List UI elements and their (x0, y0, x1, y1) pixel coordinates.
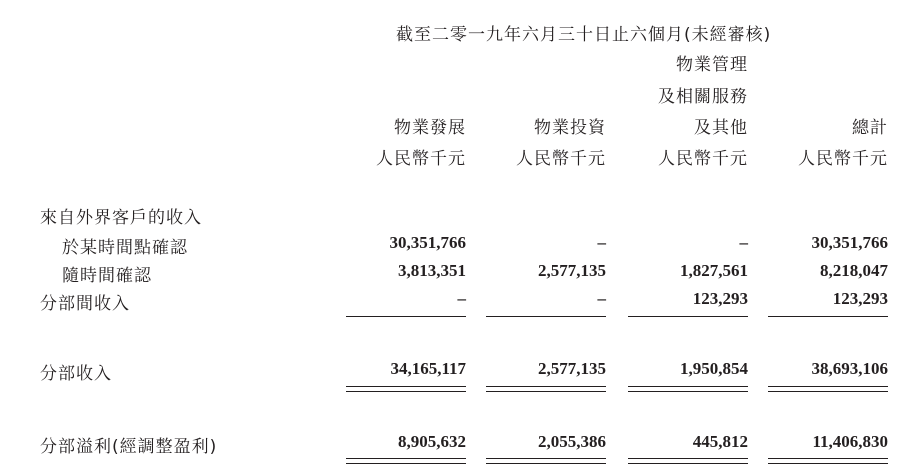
col-header-property-management-line3: 及其他 (694, 118, 748, 138)
cell-point-in-time-management: – (739, 233, 748, 252)
profit-rule-top-total (768, 458, 888, 459)
cell-inter-segment-management: 123,293 (692, 289, 748, 308)
total-rule-top-total (768, 386, 888, 387)
cell-segment-revenue-investment: 2,577,135 (538, 359, 606, 378)
cell-segment-profit-development: 8,905,632 (398, 432, 466, 451)
col-header-property-investment: 物業投資 (534, 118, 606, 138)
cell-over-time-management: 1,827,561 (680, 261, 748, 280)
total-rule-top-development (346, 386, 466, 387)
cell-over-time-investment: 2,577,135 (538, 261, 606, 280)
profit-rule-bottom-total (768, 463, 888, 464)
profit-rule-bottom-investment (486, 463, 606, 464)
total-rule-bottom-total (768, 391, 888, 392)
col-currency-property-investment: 人民幣千元 (516, 149, 606, 169)
cell-over-time-total: 8,218,047 (820, 261, 888, 280)
cell-segment-profit-total: 11,406,830 (812, 432, 888, 451)
row-label-inter-segment: 分部間收入 (40, 294, 130, 314)
row-label-point-in-time: 於某時間點確認 (62, 238, 188, 258)
col-header-property-development: 物業發展 (394, 118, 466, 138)
cell-point-in-time-investment: – (597, 233, 606, 252)
section-label-external-revenue: 來自外界客戶的收入 (40, 208, 202, 228)
subtotal-rule-management (628, 316, 748, 317)
period-header: 截至二零一九年六月三十日止六個月(未經審核) (396, 25, 772, 45)
cell-segment-profit-investment: 2,055,386 (538, 432, 606, 451)
profit-rule-bottom-management (628, 463, 748, 464)
col-currency-total: 人民幣千元 (798, 149, 888, 169)
profit-rule-top-investment (486, 458, 606, 459)
row-label-segment-revenue: 分部收入 (40, 364, 112, 384)
cell-segment-profit-management: 445,812 (692, 432, 748, 451)
cell-point-in-time-total: 30,351,766 (811, 233, 888, 252)
cell-segment-revenue-management: 1,950,854 (680, 359, 748, 378)
cell-point-in-time-development: 30,351,766 (389, 233, 466, 252)
profit-rule-top-management (628, 458, 748, 459)
row-label-over-time: 隨時間確認 (62, 266, 152, 286)
total-rule-top-management (628, 386, 748, 387)
subtotal-rule-investment (486, 316, 606, 317)
col-header-property-management-line1: 物業管理 (676, 55, 748, 75)
cell-segment-revenue-development: 34,165,117 (390, 359, 466, 378)
profit-rule-bottom-development (346, 463, 466, 464)
cell-over-time-development: 3,813,351 (398, 261, 466, 280)
cell-inter-segment-development: – (457, 289, 466, 308)
total-rule-bottom-investment (486, 391, 606, 392)
cell-inter-segment-total: 123,293 (832, 289, 888, 308)
profit-rule-top-development (346, 458, 466, 459)
total-rule-bottom-development (346, 391, 466, 392)
col-currency-property-development: 人民幣千元 (376, 149, 466, 169)
cell-inter-segment-investment: – (597, 289, 606, 308)
col-header-property-management-line2: 及相關服務 (658, 87, 748, 107)
col-currency-property-management: 人民幣千元 (658, 149, 748, 169)
subtotal-rule-total (768, 316, 888, 317)
col-header-total: 總計 (852, 118, 888, 138)
total-rule-top-investment (486, 386, 606, 387)
cell-segment-revenue-total: 38,693,106 (811, 359, 888, 378)
subtotal-rule-development (346, 316, 466, 317)
row-label-segment-profit: 分部溢利(經調整盈利) (40, 437, 218, 457)
total-rule-bottom-management (628, 391, 748, 392)
